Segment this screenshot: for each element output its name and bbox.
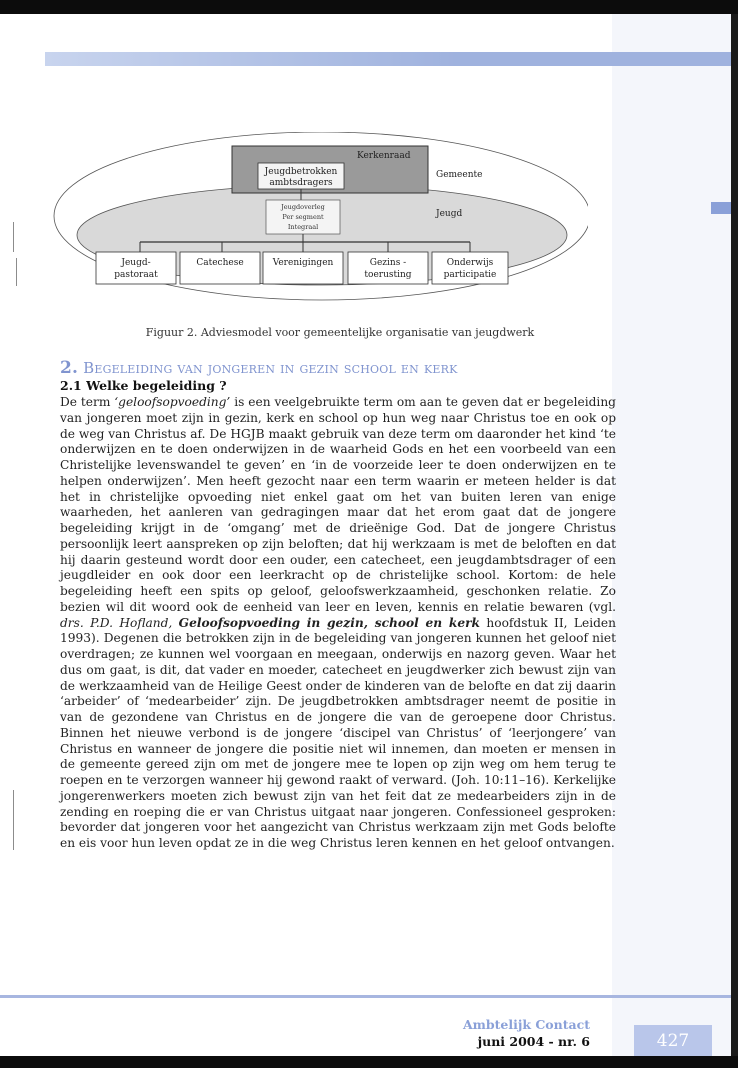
overleg-line-3: Integraal bbox=[287, 223, 319, 231]
box-catechese-line-1: Catechese bbox=[196, 258, 244, 268]
section-number: 2. bbox=[60, 358, 79, 378]
overleg-line-2: Per segment bbox=[282, 213, 324, 221]
binding-mark bbox=[16, 258, 17, 286]
issue-label: juni 2004 - nr. 6 bbox=[477, 1034, 590, 1049]
overleg-line-1: Jeugdoverleg bbox=[281, 203, 325, 211]
figure-caption: Figuur 2. Adviesmodel voor gemeentelijke organisatie van jeugdwerk bbox=[145, 326, 535, 339]
box-catechese bbox=[180, 252, 260, 284]
footer-rule bbox=[0, 995, 731, 998]
page-margin-strip bbox=[612, 14, 731, 1056]
scan-bottom-border bbox=[0, 1056, 738, 1068]
scan-top-border bbox=[0, 0, 738, 14]
jeugd-label: Jeugd bbox=[436, 209, 463, 219]
body-text: hoofdstuk II, Leiden 1993). Degenen die betrokken zijn in de begeleiding van jongeren kunnen het geloof niet overdragen; ze kunnen wel voorgaan en meegaan, onderwijs en nazorg geven. Waar het dus om gaat, is dit, dat vader en moeder, catecheet en jeugdwerker zich bewust zijn van de werkzaamheid van de Heilige Geest onder de kinderen van de belofte en dat zij daarin ‘arbeider’ of ‘medearbeider’ zijn. De jeugdbetrokken ambtsdrager neemt de positie in van de gezondene van Christus en de jongere die van de geroepene door Christus. Binnen het nieuwe verbond is de jongere ‘discipel van Christus’ of ‘leerjongere’ van Christus en wanneer de jongere die positie niet wil innemen, dan moeten er mensen in de gemeente gereed zijn om met de jongere mee te lopen op zijn weg om hem terug te roepen en te verzorgen wanneer hij gewond raakt of verward. (Joh. 10:11–16). Kerkelijke jongerenwerkers moeten zich bewust zijn van het feit dat ze medearbeiders zijn in de zending en roeping die er van Christus uitgaat naar jongeren. Confessioneel gesproken: bevorder dat jongeren voor het aangezicht van Christus werkzaam zijn met Gods belofte en eis voor hun leven opdat ze in die weg Christus leren kennen en het geloof ontvangen. bbox=[60, 615, 616, 850]
magazine-name: Ambtelijk Contact bbox=[462, 1017, 590, 1032]
box-verenigingen-line-1: Verenigingen bbox=[272, 258, 334, 268]
ambtsdragers-line-1: Jeugdbetrokken bbox=[264, 167, 338, 177]
box-verenigingen bbox=[263, 252, 343, 284]
margin-tab-marker bbox=[711, 202, 731, 214]
ambtsdragers-line-2: ambtsdragers bbox=[269, 178, 333, 188]
body-author: drs. P.D. Hofland, bbox=[60, 615, 173, 630]
box-onderwijsparticipatie-line-2: participatie bbox=[443, 270, 497, 280]
scan-right-border bbox=[731, 14, 738, 1056]
section-title: Begeleiding van jongeren in gezin school en kerk bbox=[83, 359, 458, 377]
page-number: 427 bbox=[634, 1025, 712, 1058]
box-onderwijsparticipatie-line-1: Onderwijs bbox=[446, 258, 494, 268]
body-text: De term bbox=[60, 395, 115, 409]
header-color-band bbox=[45, 52, 731, 66]
body-text: is een veelgebruikte term om aan te geven dat er begeleiding van jongeren moet zijn in gezin, kerk en school op hun weg naar Christus toe en ook op de weg van Christus af. De HGJB maakt gebruik van deze term om daaronder het kind ‘te onderwijzen en te doen onderwijzen in de waarheid Gods en het een voorbeeld van een Christelijke levenswandel te geven’ en ‘in de voorzeide leer te doen onderwijzen en te helpen onderwijzen’. Men heeft gezocht naar een term waarin er meteen helder is dat het in christelijke opvoeding niet enkel gaat om het van buiten leren van enige waarheden, het aanleren van gedragingen maar dat het erom gaat dat de jongere begeleiding krijgt in de ‘omgang’ met de drieënige God. Dat de jongere Christus persoonlijk leert aanspreken op zijn beloften; dat hij werkzaam is met de beloften en dat hij daarin gesteund wordt door een ouder, een catecheet, een jeugdambtsdrager of een jeugdleider en ook door een leerkracht op de christelijke school. Kortom: de hele begeleiding heeft een spits op geloof, geloofswerkzaamheid, geschonken relatie. Zo bezien wil dit woord ook de eenheid van leer en leven, kennis en relatie bewaren (vgl. bbox=[60, 395, 616, 614]
binding-mark bbox=[13, 222, 14, 252]
binding-mark bbox=[13, 790, 14, 850]
body-booktitle: Geloofsopvoeding in gezin, school en kerk bbox=[178, 615, 480, 630]
section-heading bbox=[60, 358, 620, 378]
box-gezinstoerusting-line-1: Gezins - bbox=[369, 258, 407, 268]
organisation-diagram bbox=[52, 132, 588, 312]
body-term: ‘geloofsopvoeding’ bbox=[114, 395, 231, 409]
box-jeugdpastoraat-line-2: pastoraat bbox=[114, 270, 158, 280]
kerkenraad-label: Kerkenraad bbox=[357, 151, 411, 161]
gemeente-label: Gemeente bbox=[436, 170, 483, 180]
box-jeugdpastoraat-line-1: Jeugd- bbox=[121, 258, 151, 268]
subsection-heading: 2.1 Welke begeleiding ? bbox=[60, 378, 227, 393]
box-gezinstoerusting-line-2: toerusting bbox=[364, 270, 412, 280]
body-paragraph bbox=[60, 395, 616, 852]
